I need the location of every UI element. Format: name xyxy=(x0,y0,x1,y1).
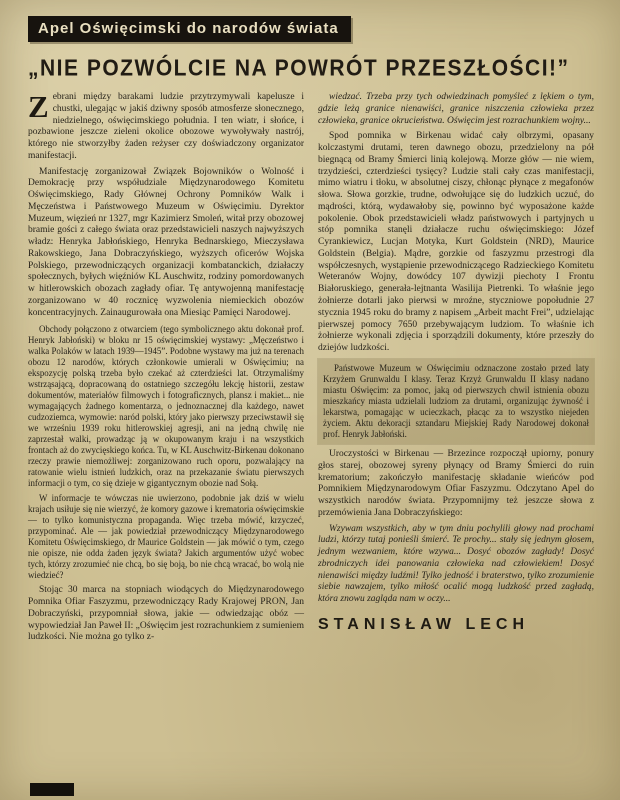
column-left xyxy=(28,89,304,648)
drop-cap: Z xyxy=(28,89,49,124)
section-kicker-bar xyxy=(28,16,351,42)
article-paragraph: Manifestację zorganizował Związek Bojowników o Wolność i Demokrację przy współudziale Międzynarodowego Komitetu Oświęcimskiego, Rady Głównej Ochrony Pomników Walk i Męczeństwa i Państwowego Muzeum w Oświęcimiu. Dyrektor Muzeum, więzień nr 1327, mgr Kazimierz Smoleń, witał przy obozowej bramie gości z całego świata oraz przedstawicieli naszych najwyższych władz: Henryka Jabłońskiego, Henryka Bednarskiego, Mieczysława Rakowskiego, Jana Dobraczyńskiego, wyższych oficerów Wojska Polskiego, przewodniczących organizacji kombatanckich, działaczy społecznych, byłych więźniów KL Auschwitz, rodziny pomordowanych w hitlerowskich obozach zagłady ofiar. Tę antywojenną manifestację zorganizowano w 40 rocznicę wyzwolenia niemieckich obozów koncentracyjnych. Zainaugurowała ona Miesiąc Pamięci Narodowej. xyxy=(28,166,304,318)
article-headline: „NIE POZWÓLCIE NA POWRÓT PRZESZŁOŚCI!” xyxy=(28,56,570,81)
paragraph-text: ebrani między barakami ludzie przytrzymywali kapelusze i chustki, ulegając w jakiś dziwny sposób atmosferze słonecznego, niedzielnego, oświęcimskiego południa. I ten wiatr, i słońce, i pozbawione jeszcze zieleni okolice obozowe wywoływały nastrój, którego nie stworzyłby żaden reżyser czy doświadczony organizator manifestacji. xyxy=(28,92,304,161)
article-paragraph xyxy=(28,89,304,163)
byline: STANISŁAW LECH xyxy=(318,616,530,634)
article-paragraph-boxed: Państwowe Muzeum w Oświęcimiu odznaczone zostało przed laty Krzyżem Grunwaldu I klasy. Teraz Krzyż Grunwaldu II klasy nadano miastu Oświęcim: za pomoc, jaką od pierwszych chwil istnienia obozu mieszkańcy miasta udzielali ludziom za drutami, organizując żywność i lekarstwa, pomagając w ucieczkach, płacąc za to wszystko niejeden życiem. Aktu dekoracji sztandaru Miejskiej Rady Narodowej dokonał prof. Henryk Jabłoński. xyxy=(318,359,594,444)
column-right xyxy=(318,92,594,648)
footer-stamp xyxy=(30,783,74,796)
section-kicker-text: Apel Oświęcimski do narodów świata xyxy=(38,20,339,37)
article-paragraph: Spod pomnika w Birkenau widać cały olbrzymi, opasany kolczastymi drutami, teren dawnego obozu, przedzielony na pół biegnącą od Bramy Śmierci linią kolejową. Morze głów — nie wiem, trzydzieści, czterdzieści tysięcy? Ludzie stali cały czas manifestacji, mimo wiatru i tłoku, w absolutnej ciszy, chłonąc płynące z megafonów słowa. Słowa gorzkie, trudne, odwołujące się do ludzkich uczuć, do mądrości, którą, wydawałoby się, powinno być wyposażone każde pokolenie. Obok przedstawicieli władz państwowych i partyjnych u stóp pomnika stanęli działacze ruchu oświęcimskiego: Józef Cyrankiewicz, Lucjan Motyka, Kurt Goldstein (NRD), Maurice Goldstein (Belgia). Mądre, gorzkie od faszyzmu przestrogi dla współczesnych, wystąpienie przewodniczącego Radzieckiego Komitetu Weteranów Wojny, dowódcy 107 dywizji piechoty I Frontu Białoruskiego, generała-lejtnanta Wasilija Pietrenki. To właśnie jego żołnierze dotarli jako pierwsi w mroźne, styczniowe popołudnie 27 stycznia 1945 roku do bramy z napisem „Arbeit macht Frei”, udzielając pierwszej pomocy 7650 przebywającym ludziom. To właśnie ich żołnierze wykonali zdjęcia i sporządzili dokumenty, które przeszły do dziejów ludzkości. xyxy=(318,131,594,354)
article-paragraph: Uroczystości w Birkenau — Brzezince rozpoczął upiorny, ponury głos starej, obozowej syreny płynący od Bramy Śmierci do ruin krematorium; zakończyło manifestację składanie wieńców pod Pomnikiem Międzynarodowym Ofiar Faszyzmu. Odczytano Apel do wszystkich narodów świata. Przypomnijmy też jeszcze słowa z przemówienia Jana Dobraczyńskiego: xyxy=(318,449,594,518)
article-paragraph: Stojąc 30 marca na stopniach wiodących do Międzynarodowego Pomnika Ofiar Faszyzmu, przewodniczący Rady Krajowej PRON, Jan Dobraczyński, przypomniał słowa, jakie — odwiedzając obóz — wypowiedział Jan Paweł II: „Oświęcim jest rozrachunkiem z sumieniem ludzkości. Nie można go tylko z- xyxy=(28,585,304,643)
article-paragraph: W informacje te wówczas nie uwierzono, podobnie jak dziś w wielu krajach usiłuje się nie wierzyć, że komory gazowe i krematoria oświęcimskie — to tylko komunistyczna propaganda. Więc trzeba mówić, krzyczeć, przypominać. Ale — jak powiedział przewodniczący Międzynarodowego Komitetu Oświęcimskiego, dr Maurice Goldstein — jak mówić o tym, czego nie opisze, nie odda żaden język świata? Jakich argumentów użyć wobec tych, którzy zrozumieć nie chcą, bo się boją, bo nie chcą wracać, bo wolą nie wiedzieć? xyxy=(28,493,304,581)
article-paragraph: Obchody połączono z otwarciem (tego symbolicznego aktu dokonał prof. Henryk Jabłoński) w bloku nr 15 oświęcimskiej wystawy: „Męczeństwo i walka Polaków w latach 1939—1945”. Podobne wystawy ma już na terenach obozu 12 narodów, których członkowie umierali w Oświęcimiu; na ekspozycję polską trzeba było czekać aż czterdzieści lat. Otrzymaliśmy wstrząsającą, dopracowaną do ostatniego szczegółu lekcję historii, zestaw dokumentów, materiałów filmowych i fotograficznych, plansz i makiet... nie wymagających żadnego komentarza, o jednoznacznej dla każdego, nawet cudzoziemca, wymowie: naród polski, który jako pierwszy przeciwstawił się we wrześniu 1939 roku hitlerowskiej agresji, ani na jedną chwilę nie zaprzestał walki, prowadząc ją w okupowanym kraju i na wszystkich frontach aż do zwycięskiego końca. Tu, w KL Auschwitz-Birkenau dokonano rzeczy prawie niemożliwej: zorganizowano ruch oporu, pozwalający na ratowanie wielu istnień ludzkich, oraz na przekazanie światu pierwszych informacji o tym, co się dzieje w gigantycznym obozie nad Sołą. xyxy=(28,323,304,488)
article-paragraph-quote: Wzywam wszystkich, aby w tym dniu pochylili głowy nad prochami ludzi, którzy tutaj ponieśli śmierć. Te prochy... stały się jednym głosem, jednym wezwaniem, które wzywa... Dosyć obozów zagłady! Dosyć zbrodniczych idei panowania człowieka nad człowiekiem! Dosyć nienawiści między ludźmi! Tylko jedność i braterstwo, tylko zrozumienie siebie nawzajem, tylko miłość ocalić mogą ludzkość przed zagładą, która znowu zagląda nam w oczy... xyxy=(318,523,594,605)
article-body xyxy=(28,89,594,648)
article-paragraph-quote: wiedzać. Trzeba przy tych odwiedzinach pomyśleć z lękiem o tym, gdzie leżą granice nienawiści, granice niszczenia człowieka przez człowieka, granice okrucieństwa. Oświęcim jest rozrachunkiem wojny... xyxy=(318,92,594,126)
